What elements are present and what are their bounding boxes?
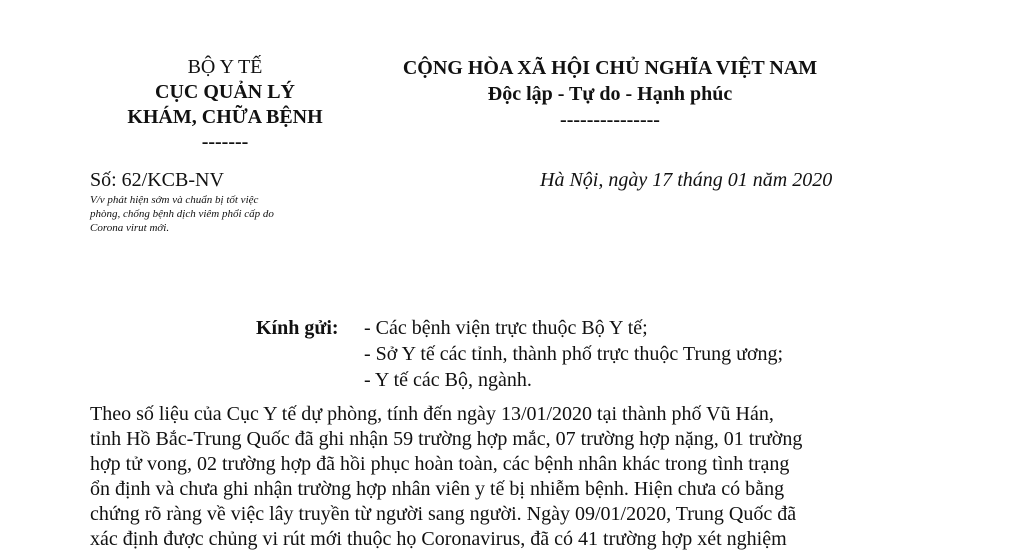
agency-separator: ------- bbox=[201, 131, 249, 153]
department-name-line2: KHÁM, CHỮA BỆNH bbox=[127, 106, 323, 128]
recipient-item: - Y tế các Bộ, ngành. bbox=[364, 369, 532, 391]
body-paragraph bbox=[90, 402, 990, 552]
republic-separator: --------------- bbox=[560, 109, 660, 131]
body-line: xác định được chủng vi rút mới thuộc họ Coronavirus, đã có 41 trường hợp xét nghiệm bbox=[90, 528, 787, 550]
subject-line: V/v phát hiện sớm và chuẩn bị tốt việc bbox=[90, 194, 259, 206]
republic-header bbox=[360, 55, 860, 133]
country-name: CỘNG HÒA XÃ HỘI CHỦ NGHĨA VIỆT NAM bbox=[402, 57, 818, 79]
ministry-name: BỘ Y TẾ bbox=[187, 56, 263, 78]
body-line: chứng rõ ràng về việc lây truyền từ người sang người. Ngày 09/01/2020, Trung Quốc đã bbox=[90, 503, 797, 525]
agency-header bbox=[90, 55, 360, 155]
recipient-item: - Các bệnh viện trực thuộc Bộ Y tế; bbox=[364, 317, 648, 339]
subject-line: Corona virut mới. bbox=[90, 222, 170, 234]
department-name-line1: CỤC QUẢN LÝ bbox=[155, 81, 295, 103]
recipients-label: Kính gửi: bbox=[256, 317, 339, 339]
recipient-item: - Sở Y tế các tỉnh, thành phố trực thuộc Trung ương; bbox=[364, 343, 784, 365]
subject-line: phòng, chống bệnh dịch viêm phổi cấp do bbox=[90, 208, 274, 220]
body-line: hợp tử vong, 02 trường hợp đã hồi phục hoàn toàn, các bệnh nhân khác trong tình trạng bbox=[90, 453, 790, 475]
document-subject bbox=[90, 193, 350, 235]
body-line: ổn định và chưa ghi nhận trường hợp nhân viên y tế bị nhiễm bệnh. Hiện chưa có bằng bbox=[90, 478, 785, 500]
document-number: Số: 62/KCB-NV bbox=[90, 169, 224, 191]
body-line: tỉnh Hồ Bắc-Trung Quốc đã ghi nhận 59 trường hợp mắc, 07 trường hợp nặng, 01 trường bbox=[90, 428, 803, 450]
document-date: Hà Nội, ngày 17 tháng 01 năm 2020 bbox=[540, 169, 833, 191]
body-line: Theo số liệu của Cục Y tế dự phòng, tính đến ngày 13/01/2020 tại thành phố Vũ Hán, bbox=[90, 403, 774, 425]
national-motto: Độc lập - Tự do - Hạnh phúc bbox=[487, 83, 733, 105]
